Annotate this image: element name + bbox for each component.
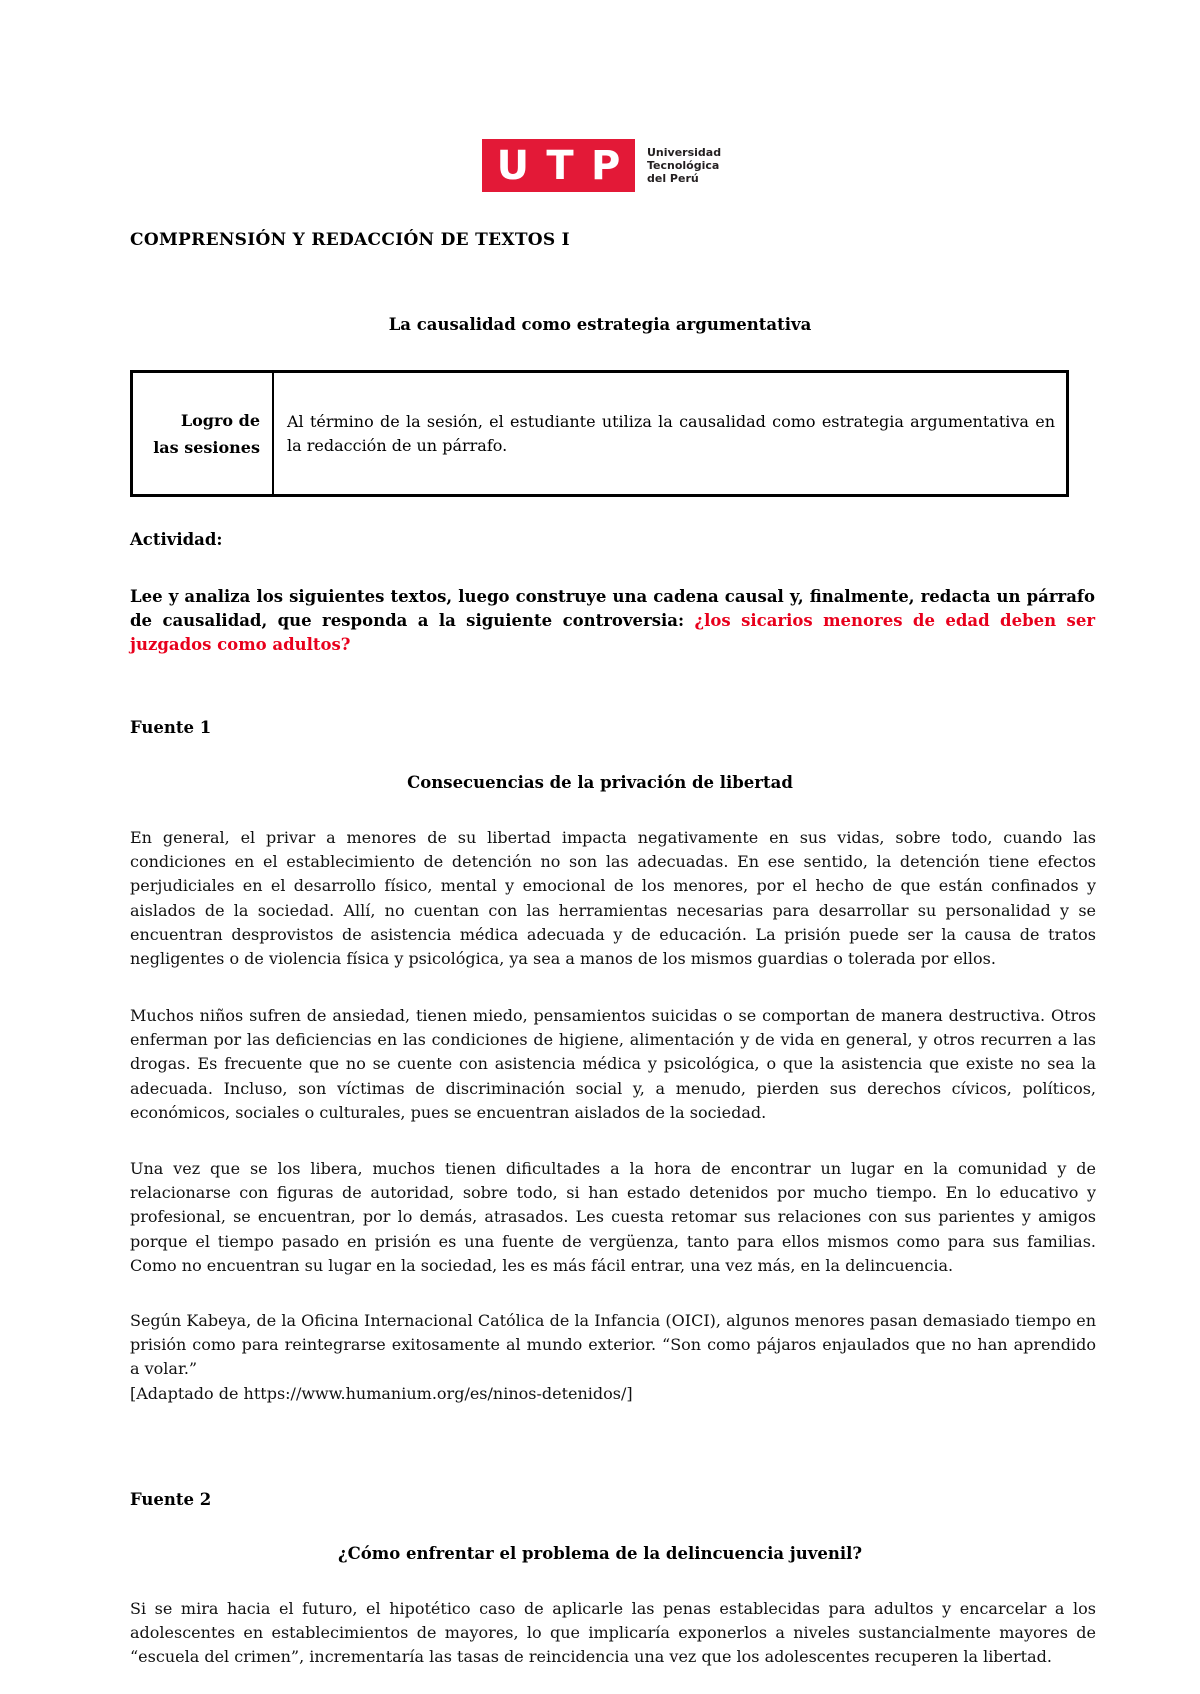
source-1-title: Consecuencias de la privación de libertad [407,773,793,792]
source-2-label: Fuente 2 [130,1490,212,1509]
logro-description: Al término de la sesión, el estudiante utiliza la causalidad como estrategia argumentativa en la redacción de un párrafo. [287,411,1055,455]
logro-label-line: las sesiones [153,437,260,457]
activity-instruction [130,585,1095,657]
logo-name-line: Tecnológica [647,159,720,172]
source-2-paragraph: Si se mira hacia el futuro, el hipotético caso de aplicarle las penas establecidas para adultos y encarcelar a los adolescentes en establecimientos de mayores, lo que implicaría exponerlos a niveles sustancialmente mayores de “escuela del crimen”, incrementaría las tasas de reincidencia una vez que los adolescentes recuperen la libertad. [130,1599,1096,1667]
logro-label-line: Logro de [180,410,260,430]
logro-text [274,373,1066,494]
course-title: COMPRENSIÓN Y REDACCIÓN DE TEXTOS I [130,230,570,250]
logo-letter: T [546,142,574,189]
source-2-title: ¿Cómo enfrentar el problema de la delincuencia juvenil? [337,1544,863,1563]
session-title: La causalidad como estrategia argumentativa [388,315,812,334]
instruction-text: Lee y analiza los siguientes textos, luego construye una cadena causal y, finalmente, redacta un párrafo de causalidad, que responda a la siguiente controversia: [130,587,1095,630]
utp-logo-mark [482,139,635,192]
source-1-paragraph: Muchos niños sufren de ansiedad, tienen miedo, pensamientos suicidas o se comportan de manera destructiva. Otros enferman por las deficiencias en las condiciones de higiene, alimentación y de vida en general, y otros recurren a las drogas. Es frecuente que no se cuente con asistencia médica y psicológica, o que la asistencia que existe no sea la adecuada. Incluso, son víctimas de discriminación social y, a menudo, pierden sus derechos cívicos, políticos, económicos, sociales o culturales, pues se encuentran aislados de la sociedad. [130,1006,1096,1122]
logo-name-line: Universidad [647,146,722,159]
source-1-paragraph: En general, el privar a menores de su libertad impacta negativamente en sus vidas, sobre todo, cuando las condiciones en el establecimiento de detención no son las adecuadas. En ese sentido, la detención tiene efectos perjudiciales en el desarrollo físico, mental y emocional de los menores, por el hecho de que están confinados y aislados de la sociedad. Allí, no cuentan con las herramientas necesarias para desarrollar su personalidad y se encuentran desprovistos de asistencia médica adecuada y de educación. La prisión puede ser la causa de tratos negligentes o de violencia física y psicológica, ya sea a manos de los mismos guardias o tolerada por ellos. [130,828,1096,969]
utp-logo [482,139,721,192]
logro-label [133,373,274,494]
source-1-label: Fuente 1 [130,718,212,737]
source-1-paragraph: Según Kabeya, de la Oficina Internacional Católica de la Infancia (OICI), algunos menores pasan demasiado tiempo en prisión como para reintegrarse exitosamente al mundo exterior. “Son como pájaros enjaulados que no han aprendido a volar.” [130,1311,1096,1379]
logo-letter: P [591,142,621,189]
source-1-citation: [Adaptado de https://www.humanium.org/es/ninos-detenidos/] [130,1384,633,1403]
source-1-paragraph: Una vez que se los libera, muchos tienen dificultades a la hora de encontrar un lugar en la comunidad y de relacionarse con figuras de autoridad, sobre todo, si han estado detenidos por mucho tiempo. En lo educativo y profesional, se encuentran, por lo demás, atrasados. Les cuesta retomar sus relaciones con sus parientes y amigos porque el tiempo pasado en prisión es una fuente de vergüenza, tanto para ellos mismos como para sus familias. Como no encuentran su lugar en la sociedad, les es más fácil entrar, una vez más, en la delincuencia. [130,1159,1096,1275]
utp-logo-name [647,146,721,185]
controversy-question: ¿los sicarios menores de edad deben ser juzgados como adultos? [130,611,1096,654]
logro-table [130,370,1069,497]
logo-name-line: del Perú [647,172,699,185]
activity-label: Actividad: [130,530,223,549]
logo-letter: U [496,142,530,189]
